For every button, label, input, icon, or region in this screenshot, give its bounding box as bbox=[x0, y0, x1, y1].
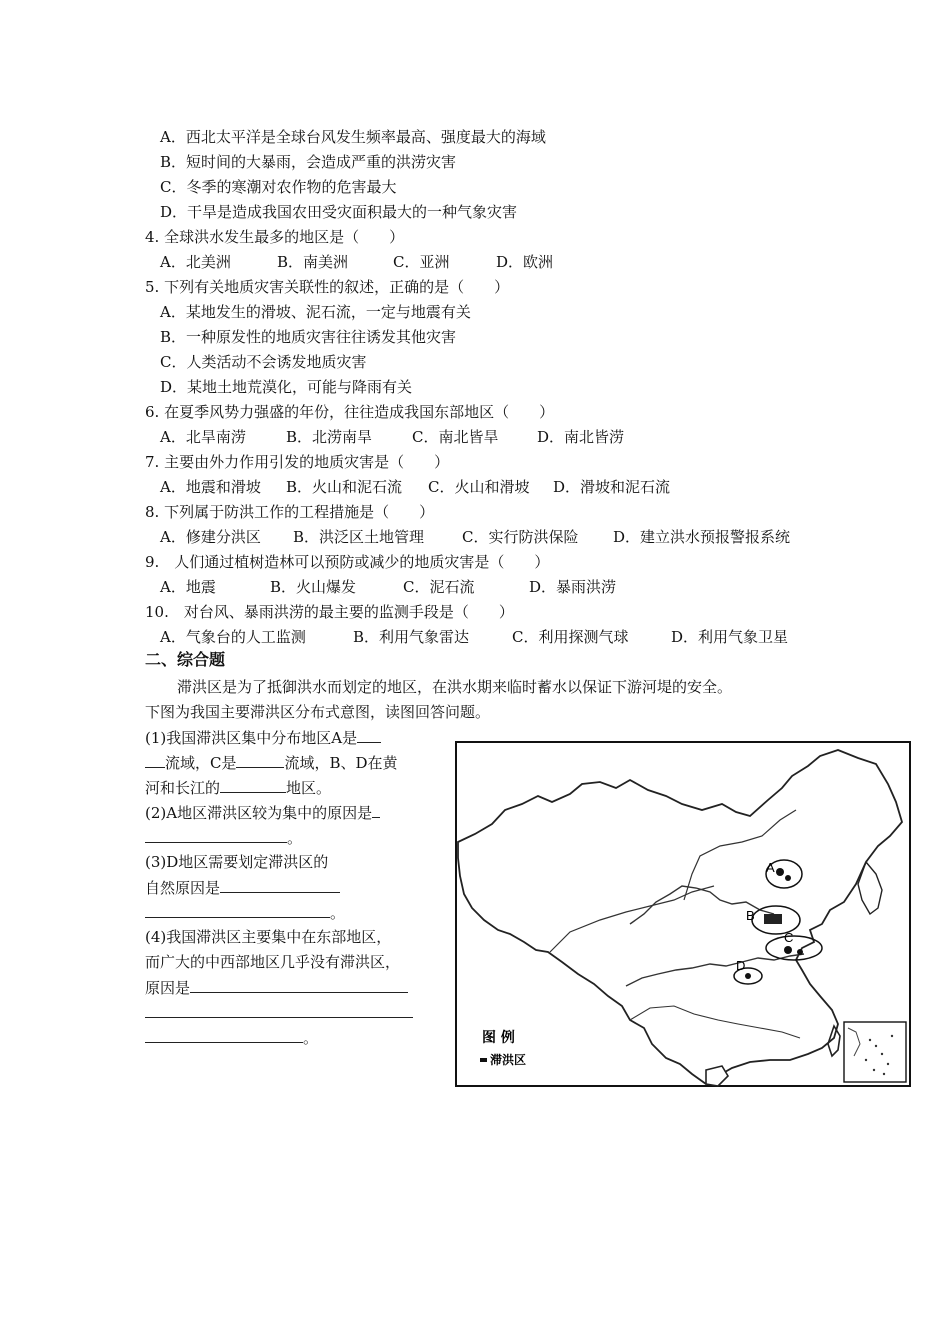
answer-blank-c[interactable] bbox=[236, 752, 284, 768]
subq4-text-c: 原因是 bbox=[145, 979, 191, 997]
subq3-line2 bbox=[145, 877, 340, 898]
zone-b-mark bbox=[764, 914, 782, 924]
answer-blank-a1[interactable] bbox=[357, 727, 381, 743]
flood-detention-map bbox=[430, 724, 922, 1100]
q10-option-b: B．利用气象雷达 bbox=[353, 628, 470, 646]
subq2-end: 。 bbox=[287, 829, 303, 847]
subq2-text: (2)A地区滞洪区较为集中的原因是 bbox=[145, 804, 373, 822]
answer-blank-q4a[interactable] bbox=[190, 977, 408, 993]
subq3-line1: (3)D地区需要划定滞洪区的 bbox=[145, 853, 329, 871]
legend-item: 滞洪区 bbox=[490, 1053, 527, 1067]
subq1-line2 bbox=[145, 752, 398, 773]
q9-option-c: C．泥石流 bbox=[403, 578, 475, 596]
subq4-end: 。 bbox=[303, 1029, 319, 1047]
subq1-line3 bbox=[145, 777, 331, 798]
section-heading: 二、综合题 bbox=[145, 650, 226, 669]
section-intro-line1: 滞洪区是为了抵御洪水而划定的地区，在洪水期来临时蓄水以保证下游河堤的安全。 bbox=[177, 678, 733, 696]
q5-option-d: D．某地土地荒漠化，可能与降雨有关 bbox=[160, 378, 413, 396]
q10-option-c: C．利用探测气球 bbox=[512, 628, 629, 646]
q5-option-a: A．某地发生的滑坡、泥石流，一定与地震有关 bbox=[160, 303, 471, 321]
q4-option-a: A．北美洲 bbox=[160, 253, 231, 271]
answer-blank-q2a[interactable] bbox=[372, 802, 380, 818]
q10-stem: 10. 对台风、暴雨洪涝的最主要的监测手段是（ ） bbox=[145, 603, 514, 621]
answer-blank-q3a[interactable] bbox=[220, 877, 340, 893]
q7-option-d: D．滑坡和泥石流 bbox=[553, 478, 671, 496]
section-intro-line2: 下图为我国主要滞洪区分布式意图，读图回答问题。 bbox=[145, 703, 491, 721]
q10-option-d: D．利用气象卫星 bbox=[671, 628, 789, 646]
q8-option-a: A．修建分洪区 bbox=[160, 528, 261, 546]
subq3-end: 。 bbox=[330, 904, 346, 922]
q4-option-c: C．亚洲 bbox=[393, 253, 450, 271]
q8-option-c: C．实行防洪保险 bbox=[462, 528, 579, 546]
subq4-line2: 而广大的中西部地区几乎没有滞洪区， bbox=[145, 953, 401, 971]
zone-label-d: D bbox=[736, 958, 746, 973]
q7-option-a: A．地震和滑坡 bbox=[160, 478, 261, 496]
q3-option-d: D．干旱是造成我国农田受灾面积最大的一种气象灾害 bbox=[160, 203, 518, 221]
zone-c-mark bbox=[797, 949, 803, 955]
q7-option-c: C．火山和滑坡 bbox=[428, 478, 530, 496]
q6-option-a: A．北旱南涝 bbox=[160, 428, 246, 446]
answer-blank-q3b[interactable] bbox=[145, 902, 330, 918]
zone-c-mark bbox=[784, 946, 792, 954]
subq1-text-c: 流域，B、D在黄 bbox=[284, 754, 398, 772]
zone-label-a: A bbox=[766, 860, 775, 875]
answer-blank-q2b[interactable] bbox=[145, 827, 287, 843]
q8-option-d: D．建立洪水预报警报系统 bbox=[613, 528, 791, 546]
zone-label-c: C bbox=[784, 930, 794, 945]
q3-option-c: C．冬季的寒潮对农作物的危害最大 bbox=[160, 178, 397, 196]
q10-option-a: A．气象台的人工监测 bbox=[160, 628, 306, 646]
subq4-line4 bbox=[145, 1002, 413, 1023]
q8-option-b: B．洪泛区土地管理 bbox=[293, 528, 425, 546]
answer-blank-a2[interactable] bbox=[145, 752, 165, 768]
q4-stem: 4. 全球洪水发生最多的地区是（ ） bbox=[145, 228, 405, 246]
subq4-line1: (4)我国滞洪区主要集中在东部地区， bbox=[145, 928, 392, 946]
subq4-line5 bbox=[145, 1027, 318, 1048]
subq1-text-e: 地区。 bbox=[286, 779, 332, 797]
q7-option-b: B．火山和泥石流 bbox=[286, 478, 403, 496]
zone-label-b: B bbox=[746, 908, 755, 923]
legend-title: 图 例 bbox=[482, 1030, 515, 1046]
q7-stem: 7. 主要由外力作用引发的地质灾害是（ ） bbox=[145, 453, 450, 471]
subq3-text-b: 自然原因是 bbox=[145, 879, 221, 897]
zone-a-mark bbox=[785, 875, 791, 881]
q6-option-b: B．北涝南旱 bbox=[286, 428, 373, 446]
subq1-text-a: (1)我国滞洪区集中分布地区A是 bbox=[145, 729, 358, 747]
subq3-line3 bbox=[145, 902, 345, 923]
legend-swatch bbox=[480, 1058, 487, 1062]
q4-option-b: B．南美洲 bbox=[277, 253, 349, 271]
q9-option-d: D．暴雨洪涝 bbox=[529, 578, 617, 596]
answer-blank-q4c[interactable] bbox=[145, 1027, 303, 1043]
q9-option-a: A．地震 bbox=[160, 578, 216, 596]
answer-blank-q4b[interactable] bbox=[145, 1002, 413, 1018]
q5-stem: 5. 下列有关地质灾害关联性的叙述，正确的是（ ） bbox=[145, 278, 510, 296]
q8-stem: 8. 下列属于防洪工作的工程措施是（ ） bbox=[145, 503, 435, 521]
q5-option-b: B．一种原发性的地质灾害往往诱发其他灾害 bbox=[160, 328, 457, 346]
zone-d-mark bbox=[745, 973, 751, 979]
q6-stem: 6. 在夏季风势力强盛的年份，往往造成我国东部地区（ ） bbox=[145, 403, 555, 421]
subq4-line3 bbox=[145, 977, 408, 998]
q6-option-d: D．南北皆涝 bbox=[537, 428, 625, 446]
q4-option-d: D．欧洲 bbox=[496, 253, 554, 271]
subq1-text-b: 流域，C是 bbox=[165, 754, 237, 772]
subq2-line1 bbox=[145, 802, 380, 823]
q5-option-c: C．人类活动不会诱发地质灾害 bbox=[160, 353, 367, 371]
zone-a-mark bbox=[776, 868, 784, 876]
answer-blank-bd[interactable] bbox=[220, 777, 286, 793]
subq2-line2 bbox=[145, 827, 302, 848]
q9-stem: 9. 人们通过植树造林可以预防或减少的地质灾害是（ ） bbox=[145, 553, 550, 571]
subq1-line1 bbox=[145, 727, 381, 748]
subq1-text-d: 河和长江的 bbox=[145, 779, 221, 797]
q6-option-c: C．南北皆旱 bbox=[412, 428, 499, 446]
map-frame bbox=[456, 742, 910, 1086]
q3-option-a: A．西北太平洋是全球台风发生频率最高、强度最大的海域 bbox=[160, 128, 546, 146]
q9-option-b: B．火山爆发 bbox=[270, 578, 357, 596]
q3-option-b: B．短时间的大暴雨，会造成严重的洪涝灾害 bbox=[160, 153, 457, 171]
